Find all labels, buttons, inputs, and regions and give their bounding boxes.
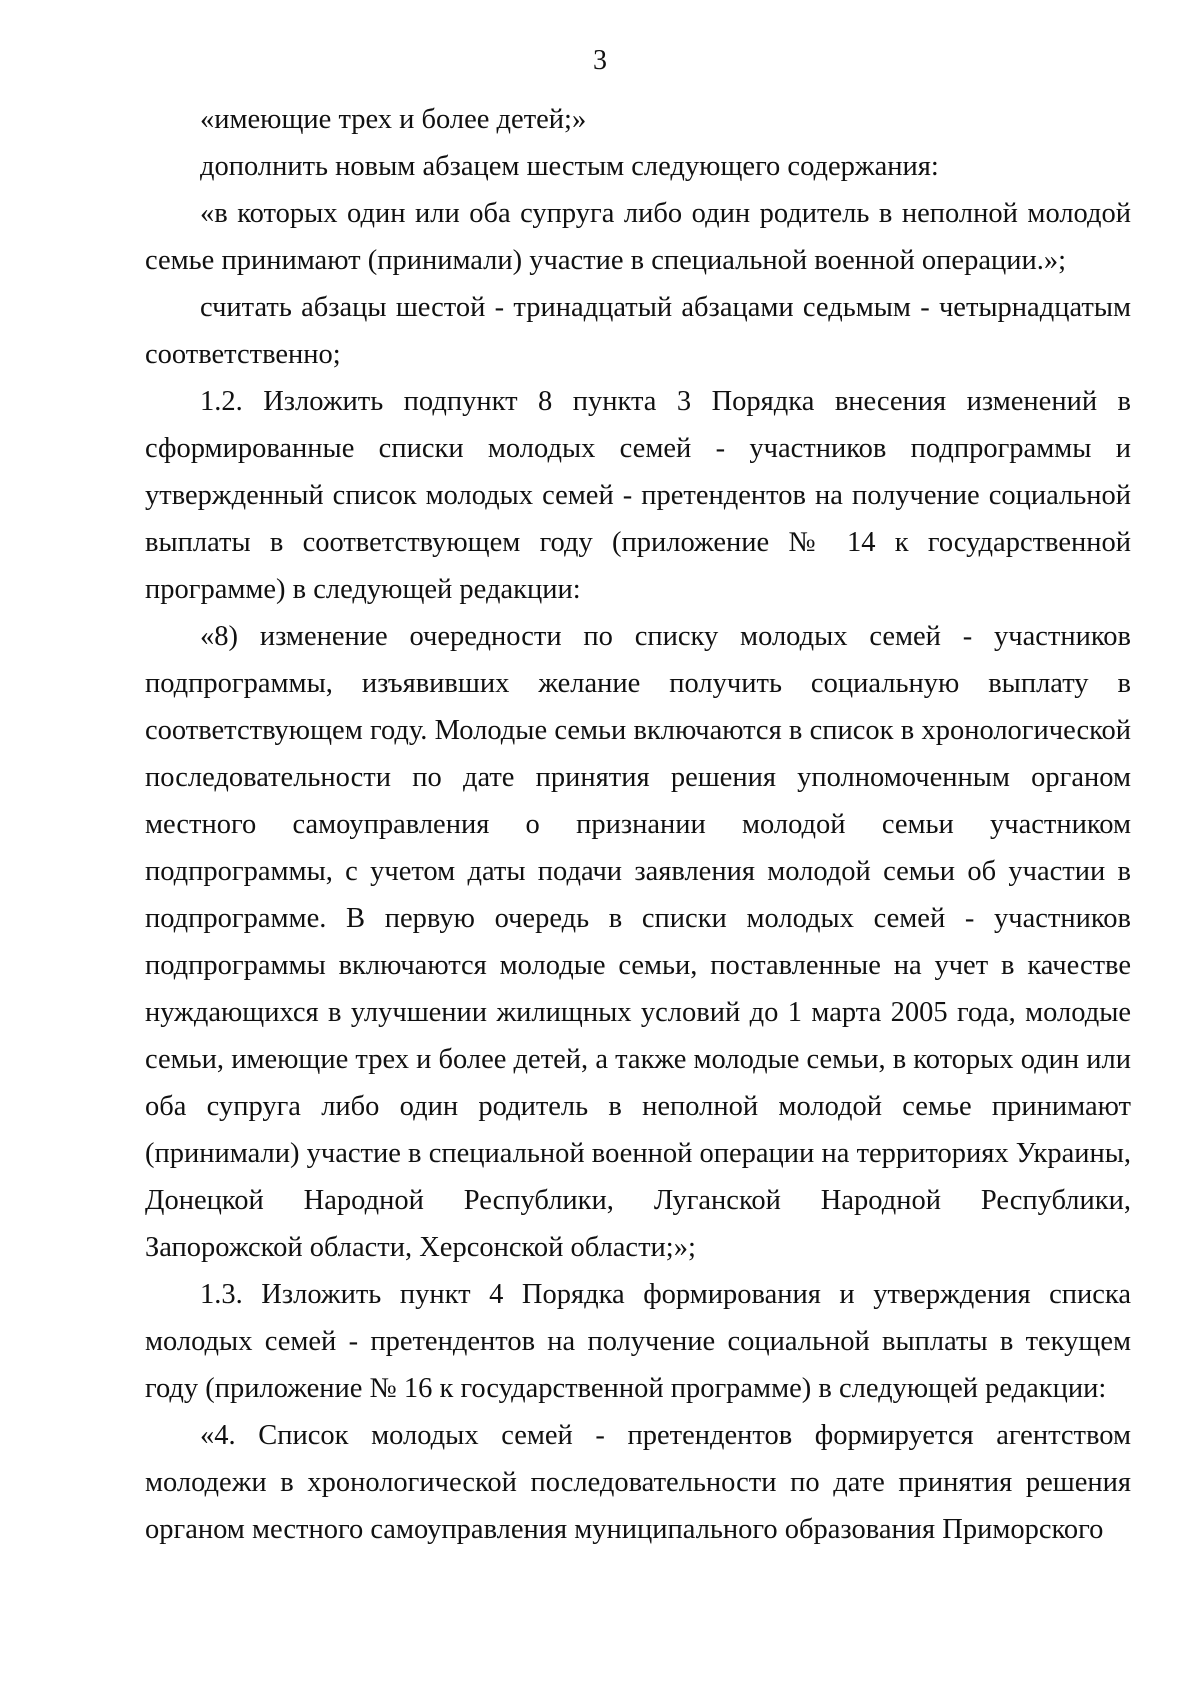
paragraph-quote-spouses: «в которых один или оба супруга либо один родитель в неполной молодой семье принимают (принимали) участие в специальной военной операции.»; xyxy=(145,198,1131,276)
paragraph-quote-children: «имеющие трех и более детей;» xyxy=(200,104,587,135)
paragraph-1-3: 1.3. Изложить пункт 4 Порядка формирования и утверждения списка молодых семей - претендентов на получение социальной выплаты в текущем году (приложение № 16 к государственной программе) в следующей редакции: xyxy=(145,1279,1131,1404)
paragraph-add-sixth: дополнить новым абзацем шестым следующего содержания: xyxy=(200,151,939,182)
page-number: 3 xyxy=(593,45,607,76)
document-body xyxy=(145,96,1131,1553)
paragraph-1-2: 1.2. Изложить подпункт 8 пункта 3 Порядка внесения изменений в сформированные списки молодых семей - участников подпрограммы и утвержденный список молодых семей - претендентов на получение социальной выплаты в соответствующем году (приложение № 14 к государственной программе) в следующей редакции: xyxy=(145,386,1131,605)
paragraph-point-4: «4. Список молодых семей - претендентов формируется агентством молодежи в хронологической последовательности по дате принятия решения органом местного самоуправления муниципального образования Приморского xyxy=(145,1420,1131,1545)
paragraph-renumber: считать абзацы шестой - тринадцатый абзацами седьмым - четырнадцатым соответственно; xyxy=(145,292,1131,370)
paragraph-subpoint-8: «8) изменение очередности по списку молодых семей - участников подпрограммы, изъявивших желание получить социальную выплату в соответствующем году. Молодые семьи включаются в список в хронологической последовательности по дате принятия решения уполномоченным органом местного самоуправления о признании молодой семьи участником подпрограммы, с учетом даты подачи заявления молодой семьи об участии в подпрограмме. В первую очередь в списки молодых семей - участников подпрограммы включаются молодые семьи, поставленные на учет в качестве нуждающихся в улучшении жилищных условий до 1 марта 2005 года, молодые семьи, имеющие трех и более детей, а также молодые семьи, в которых один или оба супруга либо один родитель в неполной молодой семье принимают (принимали) участие в специальной военной операции на территориях Украины, Донецкой Народной Республики, Луганской Народной Республики, Запорожской области, Херсонской области;»; xyxy=(145,621,1131,1263)
